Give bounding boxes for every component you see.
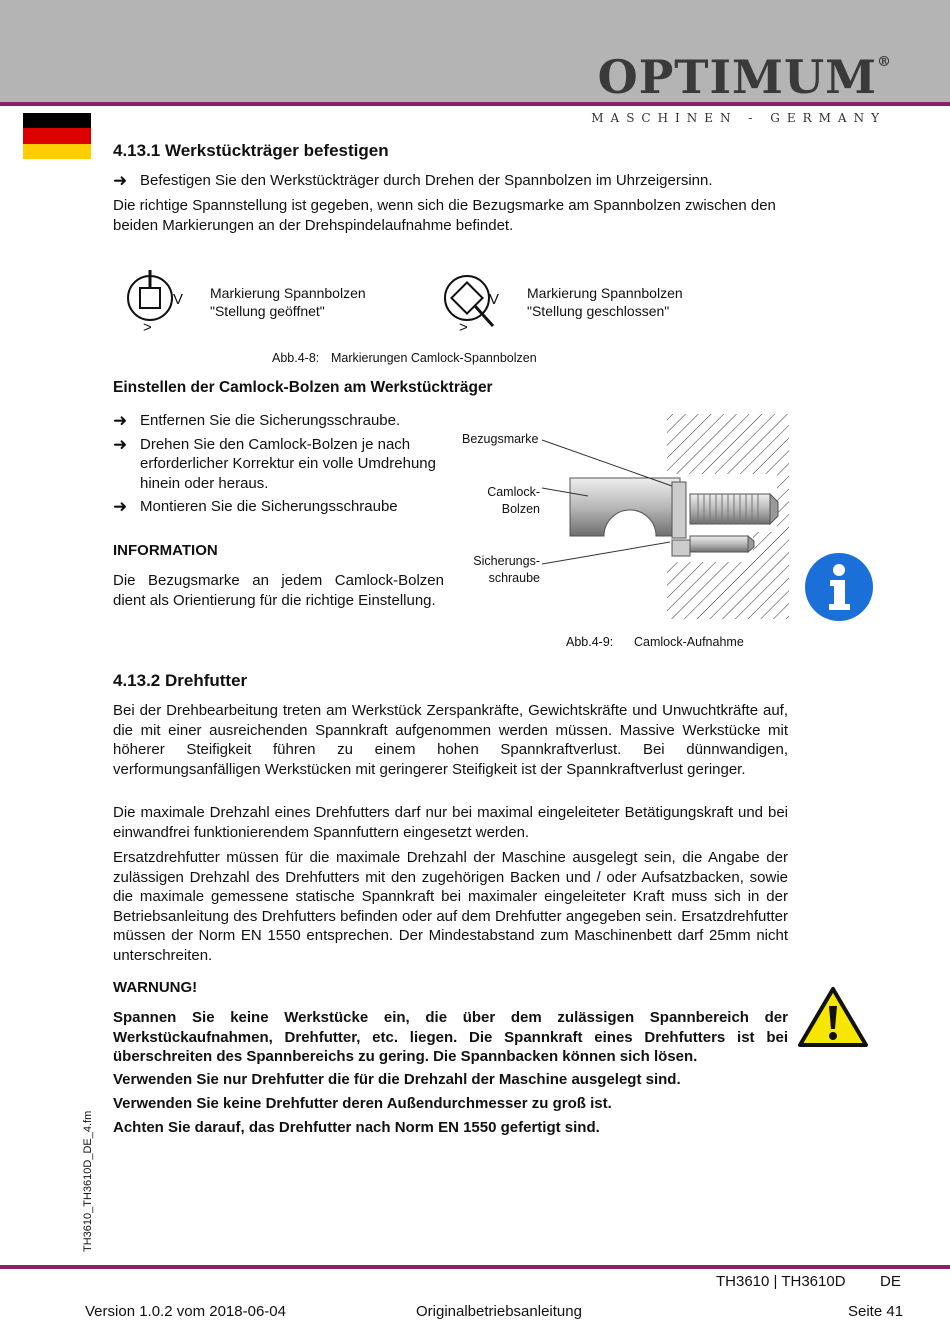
brand-tagline: MASCHINEN - GERMANY — [591, 111, 886, 125]
open-position-mark-icon — [120, 268, 200, 338]
figure-caption-number: Abb.4-8: — [272, 351, 320, 365]
registered-mark: ® — [877, 54, 892, 70]
callout-lines — [540, 436, 680, 576]
list-item: ➜ Montieren Sie die Sicherungsschraube — [113, 497, 398, 516]
side-file-label: TH3610_TH3610D_DE_4.fm — [82, 1110, 94, 1252]
arrow-right-icon: ➜ — [113, 171, 128, 190]
warning-text: Verwenden Sie nur Drehfutter die für die Drehzahl der Maschine ausgelegt sind. — [113, 1071, 681, 1088]
paragraph: Die richtige Spannstellung ist gegeben, wenn sich die Bezugsmarke am Spannbolzen zwischen den beiden Markierungen an der Drehspindelaufnahme befindet. — [113, 197, 776, 234]
figure-caption-text: Markierungen Camlock-Spannbolzen — [331, 351, 537, 365]
warning-text: Achten Sie darauf, das Drehfutter nach Norm EN 1550 gefertigt sind. — [113, 1119, 600, 1136]
label-sicherungsschraube: Sicherungs- schraube — [473, 554, 540, 585]
figure-label: Markierung Spannbolzen — [527, 285, 683, 301]
figure-label: Markierung Spannbolzen — [210, 285, 366, 301]
footer-document: Originalbetriebsanleitung — [416, 1303, 582, 1320]
figure-caption-text: Camlock-Aufnahme — [634, 635, 744, 649]
paragraph: Die maximale Drehzahl eines Drehfutters darf nur bei maximal eingeleiteter Betätigungskraft und bei einwandfrei funktionierendem Spannfuttern eingesetzt werden. — [113, 804, 788, 841]
arrow-right-icon: ➜ — [113, 434, 128, 454]
mark-arrow-right: > — [459, 319, 468, 336]
list-item: ➜ Drehen Sie den Camlock-Bolzen je nach erforderlicher Korrektur ein volle Umdrehung hinein oder heraus. — [113, 434, 436, 492]
brand-logo: OPTIMUM® — [597, 50, 892, 104]
warning-title: WARNUNG! — [113, 979, 198, 996]
warning-text: Verwenden Sie keine Drehfutter deren Außendurchmesser zu groß ist. — [113, 1095, 612, 1112]
german-flag-icon — [23, 113, 91, 159]
list-item: ➜ Entfernen Sie die Sicherungsschraube. — [113, 411, 401, 430]
footer-model: TH3610 | TH3610D — [716, 1273, 846, 1290]
paragraph: Ersatzdrehfutter müssen für die maximale Drehzahl der Maschine ausgelegt sein, die Angabe der zulässigen Drehzahl des Drehfutters mit den zugehörigen Backen und / oder Aufsatzbacken, sowie die maximale gemessene statische Spannkraft bei maximaler eingeleiteter Kraft muss sich in der Betriebsanleitung des Drehfutters befinden oder auf dem Drehfutter angegeben sein. Ersatzdrehfutter müssen der Norm EN 1550 entsprechen. Der Mindestabstand zum Maschinenbett darf 25mm nicht unterschreiten. — [113, 849, 788, 964]
mark-v-right: V — [489, 291, 500, 308]
warning-text: Spannen Sie keine Werkstücke ein, die über dem zulässigen Spannbereich der Werkstückaufnahmen, Drehfutter, etc. liegen. Die Spannkraft eines Drehfutters ist bei überschreiten des Spannbereichs zu gering. Die Spannbacken können sich lösen. — [113, 1009, 788, 1065]
info-text: Die Bezugsmarke an jedem Camlock-Bolzen dient als Orientierung für die richtige Einstellung. — [113, 572, 444, 609]
list-item: ➜ Befestigen Sie den Werkstückträger durch Drehen der Spannbolzen im Uhrzeigersinn. — [113, 171, 713, 190]
arrow-right-icon: ➜ — [113, 497, 128, 516]
warning-triangle-icon — [797, 986, 869, 1048]
figure-label: "Stellung geöffnet" — [210, 303, 325, 319]
label-camlock: Camlock- Bolzen — [487, 485, 540, 516]
arrow-right-icon: ➜ — [113, 411, 128, 430]
figure-label: "Stellung geschlossen" — [527, 303, 670, 319]
section-title-4-13-2: 4.13.2 Drehfutter — [113, 671, 248, 690]
subsection-title: Einstellen der Camlock-Bolzen am Werkstückträger — [113, 379, 493, 396]
paragraph: Bei der Drehbearbeitung treten am Werkstück Zerspankräfte, Gewichtskräfte und Unwuchtkräfte auf, die mit einer ausreichenden Spannkraft aufgenommen werden müssen. Massive Werkstücke mit höherer Steifigkeit führen zu einem hohen Spannkraftverlust. Bei dünnwandigen, verformungsanfälligen Werkstücken mit geringerer Steifigkeit ist der Spannkraftverlust geringer. — [113, 702, 788, 778]
information-icon — [804, 552, 874, 622]
mark-arrow-left: > — [143, 319, 152, 336]
mark-v-left: V — [173, 291, 184, 308]
label-bezugsmarke: Bezugsmarke — [462, 432, 539, 446]
footer-language: DE — [880, 1273, 901, 1290]
info-title: INFORMATION — [113, 542, 218, 559]
footer-page: Seite 41 — [848, 1303, 904, 1320]
figure-caption-number: Abb.4-9: — [566, 635, 614, 649]
section-title-4-13-1: 4.13.1 Werkstückträger befestigen — [113, 141, 389, 160]
camlock-steps-list — [113, 411, 443, 517]
footer-divider — [0, 1265, 950, 1269]
closed-position-mark-icon — [437, 268, 517, 338]
footer-version: Version 1.0.2 vom 2018-06-04 — [85, 1303, 286, 1320]
